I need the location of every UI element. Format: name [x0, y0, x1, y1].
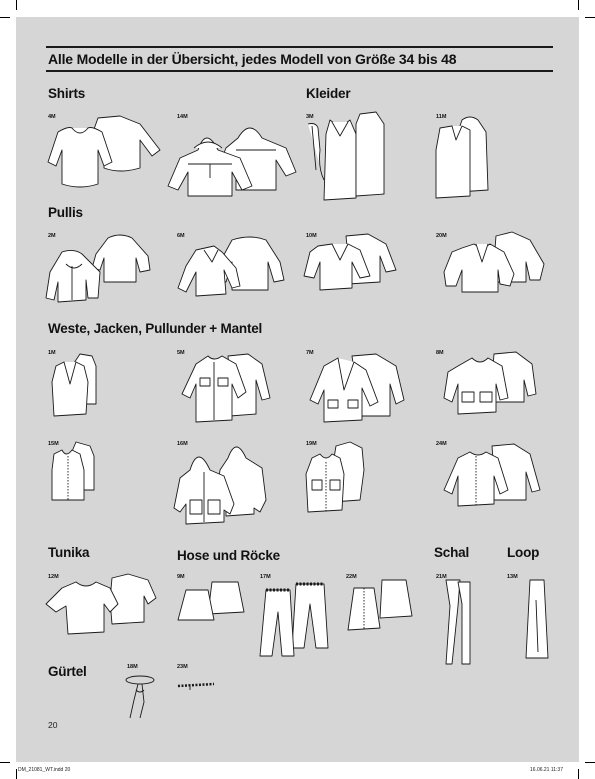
dress-3m-illustration [308, 112, 384, 200]
shirt-10m-illustration [304, 234, 396, 290]
model-code: 11M [436, 114, 447, 120]
dress-11m-illustration [436, 117, 488, 198]
model-code: 3M [306, 114, 314, 120]
model-code: 6M [177, 233, 185, 239]
page-title: Alle Modelle in der Übersicht, jedes Modell von Größe 34 bis 48 [48, 51, 457, 67]
model-code: 2M [48, 233, 56, 239]
model-code: 20M [436, 233, 447, 239]
model-code: 12M [48, 574, 59, 580]
model-code: 14M [177, 114, 188, 120]
vest-15m-illustration [52, 442, 94, 500]
model-code: 24M [436, 441, 447, 447]
section-heading-kleider: Kleider [306, 86, 351, 101]
loop-13m-illustration [526, 580, 548, 658]
section-heading-hose: Hose und Röcke [177, 548, 280, 563]
model-code: 22M [346, 574, 357, 580]
page-number: 20 [48, 720, 58, 730]
trousers-17m-illustration [260, 584, 328, 656]
model-code: 15M [48, 441, 59, 447]
model-code: 23M [177, 664, 188, 670]
section-heading-tunika: Tunika [48, 545, 90, 560]
jacket-5m-illustration [182, 354, 270, 422]
vest-19m-illustration [306, 442, 364, 512]
model-code: 13M [507, 574, 518, 580]
section-heading-pullis: Pullis [48, 205, 83, 220]
shirt-20m-illustration [444, 232, 544, 292]
vest-1m-illustration [52, 354, 96, 416]
slug-filename: DM_21081_WT.indd 20 [18, 767, 71, 773]
model-code: 21M [436, 574, 447, 580]
model-code: 7M [306, 350, 314, 356]
model-code: 18M [127, 664, 138, 670]
cardigan-2m-illustration [46, 235, 150, 302]
coat-16m-illustration [174, 447, 266, 524]
model-code: 16M [177, 441, 188, 447]
model-code: 8M [436, 350, 444, 356]
section-heading-loop: Loop [507, 545, 540, 560]
slug-timestamp: 16.06.21 11:37 [530, 767, 563, 773]
model-code: 4M [48, 114, 56, 120]
section-heading-schal: Schal [434, 545, 470, 560]
jacket-8m-illustration [444, 352, 536, 414]
model-code: 9M [177, 574, 185, 580]
model-code: 10M [306, 233, 317, 239]
section-heading-guertel: Gürtel [48, 664, 87, 679]
skirt-9m-illustration [178, 582, 244, 620]
model-code: 19M [306, 441, 317, 447]
pullover-6m-illustration [178, 237, 284, 296]
jacket-7m-illustration [310, 354, 404, 422]
belt-23m-illustration [178, 684, 214, 690]
hoodie-14m-illustration [168, 128, 296, 196]
section-heading-shirts: Shirts [48, 86, 86, 101]
section-heading-weste: Weste, Jacken, Pullunder + Mantel [48, 321, 263, 336]
belt-18m-illustration [126, 676, 154, 718]
tunic-12m-illustration [46, 574, 156, 634]
skirt-22m-illustration [348, 580, 412, 630]
model-code: 5M [177, 350, 185, 356]
model-code: 1M [48, 350, 56, 356]
scarf-21m-illustration [446, 580, 470, 664]
shirt-4m-illustration [48, 116, 160, 187]
model-code: 17M [260, 574, 271, 580]
shirt-24m-illustration [444, 444, 540, 506]
